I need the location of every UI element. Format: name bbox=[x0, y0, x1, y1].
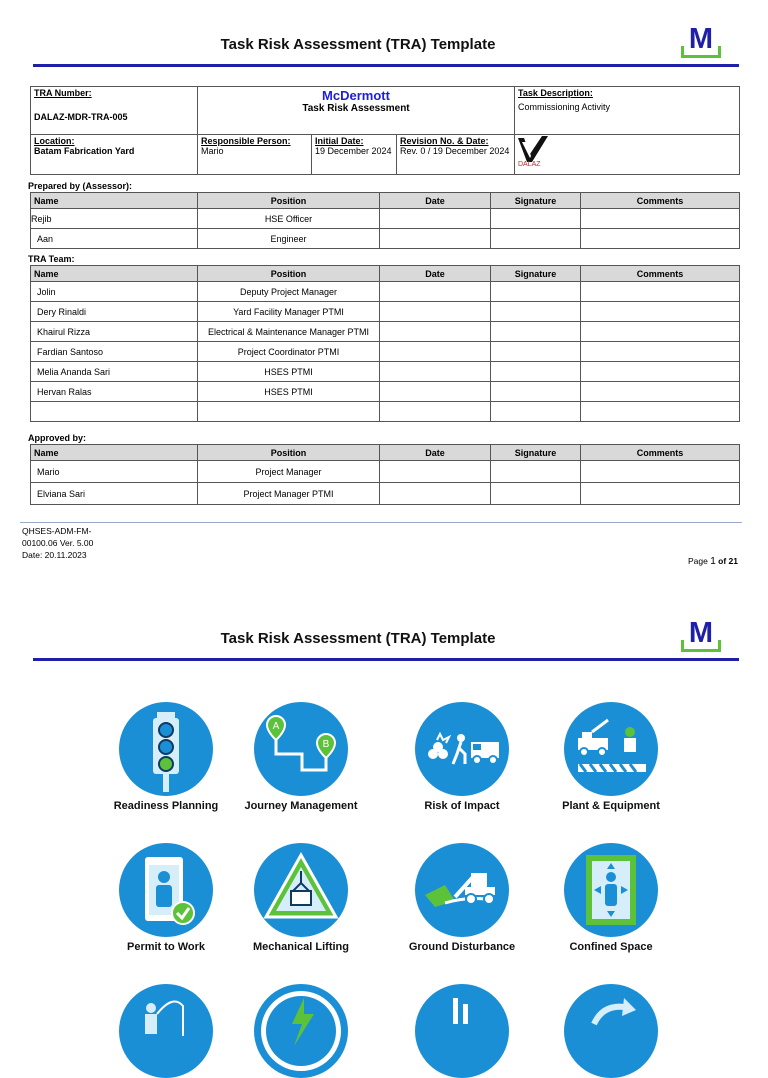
company-cell bbox=[198, 87, 515, 135]
route-icon bbox=[254, 702, 348, 796]
approved-table: Name Position Date Signature Comments Mario Project Manager Elviana Sari Project Manager PTMI bbox=[30, 444, 740, 505]
confined-space-icon bbox=[564, 843, 658, 937]
prepared-table: Name Position Date Signature Comments Rejib HSE Officer Aan Engineer bbox=[30, 192, 740, 249]
header-rule bbox=[33, 658, 739, 661]
table-row: Jolin Deputy Project Manager bbox=[31, 282, 740, 302]
footer-rule bbox=[20, 522, 742, 523]
page-title: Task Risk Assessment (TRA) Template bbox=[220, 36, 496, 53]
revision-cell: Revision No. & Date: Rev. 0 / 19 December 2024 bbox=[397, 135, 515, 175]
tra-info-table bbox=[30, 86, 740, 175]
plant-equipment-item: Plant & Equipment bbox=[536, 702, 686, 812]
tra-number-cell: TRA Number: DALAZ-MDR-TRA-005 bbox=[31, 87, 198, 135]
worker-hose-icon bbox=[119, 984, 213, 1078]
table-row: Elviana Sari Project Manager PTMI bbox=[31, 483, 740, 505]
mcdermott-logo: M bbox=[679, 618, 723, 652]
dalaz-mark-icon bbox=[518, 136, 548, 162]
excavator-icon bbox=[415, 843, 509, 937]
page-number: Page 1 of 21 bbox=[687, 556, 738, 567]
location-cell: Location: Batam Fabrication Yard bbox=[31, 135, 198, 175]
vehicle-impact-icon bbox=[415, 702, 509, 796]
mechanical-lifting-item: Mechanical Lifting bbox=[226, 843, 376, 953]
tools-icon bbox=[415, 984, 509, 1078]
journey-management-item: A B Journey Management bbox=[226, 702, 376, 812]
table-row: Hervan Ralas HSES PTMI bbox=[31, 382, 740, 402]
risk-of-impact-item: Risk of Impact bbox=[387, 702, 537, 812]
permit-to-work-item: Permit to Work bbox=[91, 843, 241, 953]
table-row: Mario Project Manager bbox=[31, 461, 740, 483]
header-rule bbox=[33, 64, 739, 67]
tow-truck-icon bbox=[564, 702, 658, 796]
confined-space-item: Confined Space bbox=[536, 843, 686, 953]
table-row: Rejib HSE Officer bbox=[31, 209, 740, 229]
partial-icon-item bbox=[387, 984, 537, 1078]
task-description-cell: Task Description: Commissioning Activity bbox=[515, 87, 740, 135]
page2-title: Task Risk Assessment (TRA) Template bbox=[220, 630, 496, 647]
table-row: Khairul Rizza Electrical & Maintenance Manager PTMI bbox=[31, 322, 740, 342]
responsible-cell: Responsible Person: Mario bbox=[198, 135, 312, 175]
doc-name: Task Risk Assessment bbox=[302, 103, 410, 114]
lifting-load-icon bbox=[254, 843, 348, 937]
electrical-icon bbox=[254, 984, 348, 1078]
partial-icon-item bbox=[91, 984, 241, 1078]
table-row: Dery Rinaldi Yard Facility Manager PTMI bbox=[31, 302, 740, 322]
footer-doc-info: QHSES-ADM-FM- 00100.06 Ver. 5.00 Date: 20.11.2023 bbox=[22, 526, 94, 560]
location: Batam Fabrication Yard bbox=[34, 146, 135, 156]
table-row: Melia Ananda Sari HSES PTMI bbox=[31, 362, 740, 382]
initial-date-cell: Initial Date: 19 December 2024 bbox=[312, 135, 397, 175]
table-row: Fardian Santoso Project Coordinator PTMI bbox=[31, 342, 740, 362]
ground-disturbance-item: Ground Disturbance bbox=[387, 843, 537, 953]
mcdermott-logo: M bbox=[679, 24, 723, 58]
client-logo-cell bbox=[515, 135, 740, 175]
arrow-curve-icon bbox=[564, 984, 658, 1078]
prepared-label: Prepared by (Assessor): bbox=[28, 181, 133, 191]
readiness-planning-item: Readiness Planning bbox=[91, 702, 241, 812]
tra-number: DALAZ-MDR-TRA-005 bbox=[34, 112, 128, 122]
dalaz-logo: DALAZ bbox=[518, 136, 548, 170]
table-row: Aan Engineer bbox=[31, 229, 740, 249]
partial-icon-item bbox=[226, 984, 376, 1078]
task-description: Commissioning Activity bbox=[518, 102, 611, 112]
initial-date: 19 December 2024 bbox=[315, 146, 392, 156]
revision: Rev. 0 / 19 December 2024 bbox=[400, 146, 510, 156]
svg-text:A: A bbox=[272, 721, 280, 732]
team-label: TRA Team: bbox=[28, 254, 75, 264]
company-name: McDermott bbox=[322, 88, 390, 103]
responsible-person: Mario bbox=[201, 146, 224, 156]
traffic-light-icon bbox=[119, 702, 213, 796]
team-table: Name Position Date Signature Comments Jolin Deputy Project Manager Dery Rinaldi Yard Facility Manager PTMI Khairul Rizza Electrical & Maintenance Manager PTMI Fardian Santoso Project Coordinator PTMI Melia Ananda Sari HSES PTMI Hervan Ralas HSES PTMI bbox=[30, 265, 740, 422]
partial-icon-item bbox=[536, 984, 686, 1078]
table-row bbox=[31, 402, 740, 422]
permit-worker-icon bbox=[119, 843, 213, 937]
approved-label: Approved by: bbox=[28, 433, 87, 443]
svg-text:B: B bbox=[322, 739, 330, 750]
